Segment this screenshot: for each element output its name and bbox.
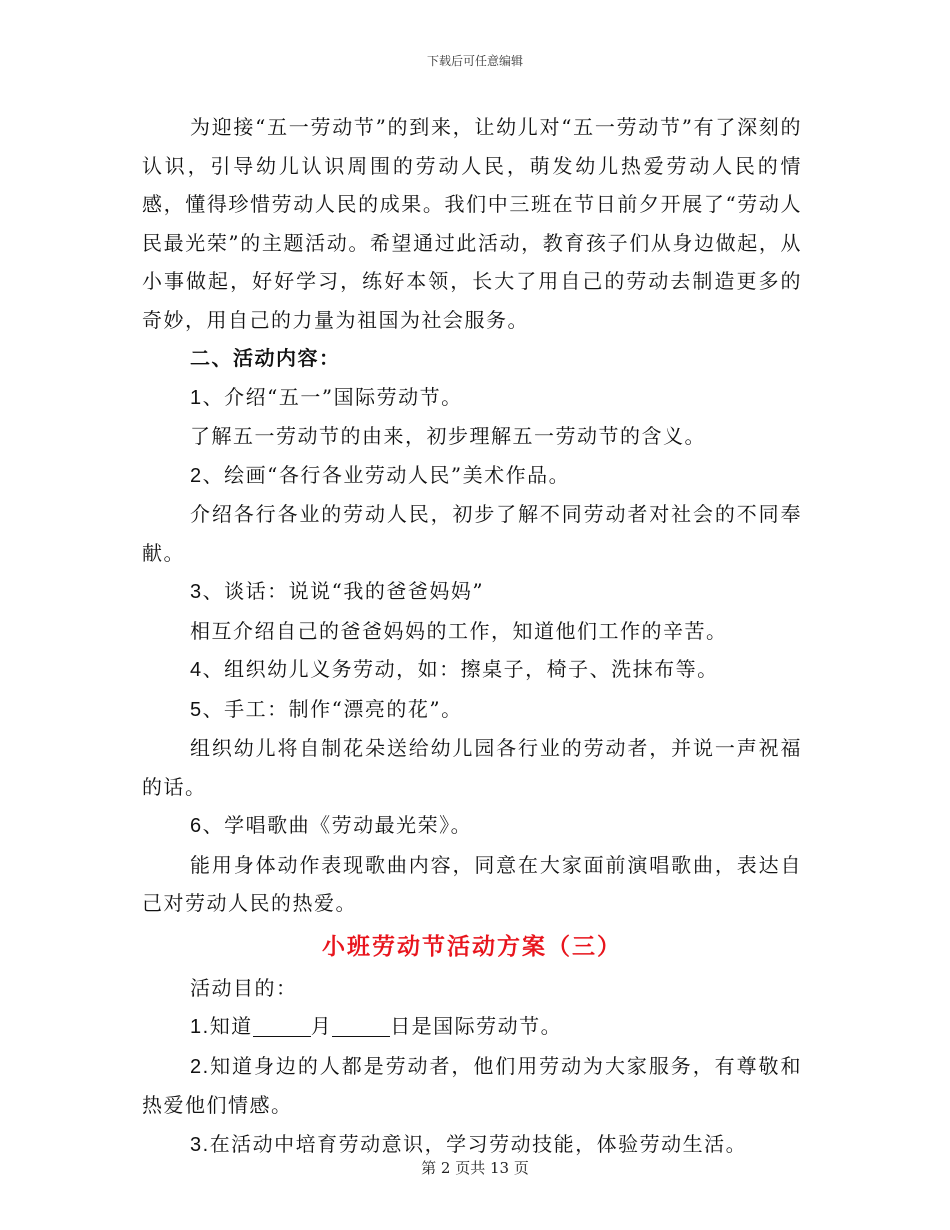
goal-2-number: 2. — [190, 1055, 210, 1078]
item-3-number: 3 — [190, 581, 203, 603]
goal-3-text: 在活动中培育劳动意识，学习劳动技能，体验劳动生活。 — [209, 1131, 748, 1156]
section-heading-activity-content: 二、活动内容： — [190, 346, 341, 370]
item-2-title — [142, 456, 802, 496]
item-4-text: 、组织幼儿义务劳动，如：擦桌子，椅子、洗抹布等。 — [202, 657, 719, 681]
day-blank — [332, 1014, 390, 1037]
month-blank — [253, 1014, 311, 1037]
item-2-text: 、绘画“各行各业劳动人民”美术作品。 — [202, 462, 571, 487]
item-2-number: 2 — [190, 464, 203, 487]
item-2-desc: 介绍各行各业的劳动人民，初步了解不同劳动者对社会的不同奉献。 — [142, 502, 802, 565]
item-1-number: 1 — [190, 386, 203, 409]
goal-2-text: 知道身边的人都是劳动者，他们用劳动为大家服务，有尊敬和热爱他们情感。 — [142, 1053, 802, 1117]
goal-3-number: 3. — [190, 1133, 210, 1156]
item-1-text: 、介绍“五一”国际劳动节。 — [202, 384, 463, 409]
item-1-title — [142, 378, 802, 418]
item-4-title — [142, 650, 802, 690]
document-body — [142, 108, 802, 1164]
item-5-number: 5 — [190, 698, 203, 721]
goal-1-text-b: 月 — [310, 1014, 333, 1038]
item-6-title — [142, 806, 802, 846]
goal-1 — [142, 1007, 802, 1047]
item-6-desc: 能用身体动作表现歌曲内容，同意在大家面前演唱歌曲，表达自己对劳动人民的热爱。 — [142, 852, 802, 915]
goal-1-text-c: 日是国际劳动节。 — [390, 1014, 563, 1038]
item-5-text: 、手工：制作“漂亮的花”。 — [202, 696, 463, 721]
item-6-number: 6 — [190, 815, 203, 837]
section-title: 小班劳动节活动方案（三） — [322, 932, 622, 960]
goal-1-number: 1. — [190, 1016, 210, 1038]
item-3-text: 、谈话：说说“我的爸爸妈妈” — [202, 579, 485, 603]
item-3-desc: 相互介绍自己的爸爸妈妈的工作，知道他们工作的辛苦。 — [190, 618, 728, 643]
item-1-desc: 了解五一劳动节的由来，初步理解五一劳动节的含义。 — [190, 424, 706, 448]
item-4-number: 4 — [190, 659, 203, 681]
item-5-desc: 组织幼儿将自制花朵送给幼儿园各行业的劳动者，并说一声祝福的话。 — [142, 736, 802, 799]
page-footer: 第 2 页共 13 页 — [421, 1159, 529, 1177]
goal-label: 活动目的： — [190, 975, 298, 1000]
item-6-text: 、学唱歌曲《劳动最光荣》。 — [202, 813, 473, 837]
goal-2 — [142, 1047, 802, 1125]
item-3-title — [142, 572, 802, 612]
goal-1-text-a: 知道 — [209, 1014, 253, 1038]
intro-paragraph: 为迎接“五一劳动节”的到来，让幼儿对“五一劳动节”有了深刻的认识，引导幼儿认识周围的劳动人民，萌发幼儿热爱劳动人民的情感，懂得珍惜劳动人民的成果。我们中三班在节日前夕开展了“劳动人民最光荣”的主题活动。希望通过此活动，教育孩子们从身边做起，从小事做起，好好学习，练好本领，长大了用自己的劳动去制造更多的奇妙，用自己的力量为祖国为社会服务。 — [142, 115, 802, 332]
item-5-title — [142, 690, 802, 730]
page-header: 下载后可任意编辑 — [426, 54, 523, 68]
